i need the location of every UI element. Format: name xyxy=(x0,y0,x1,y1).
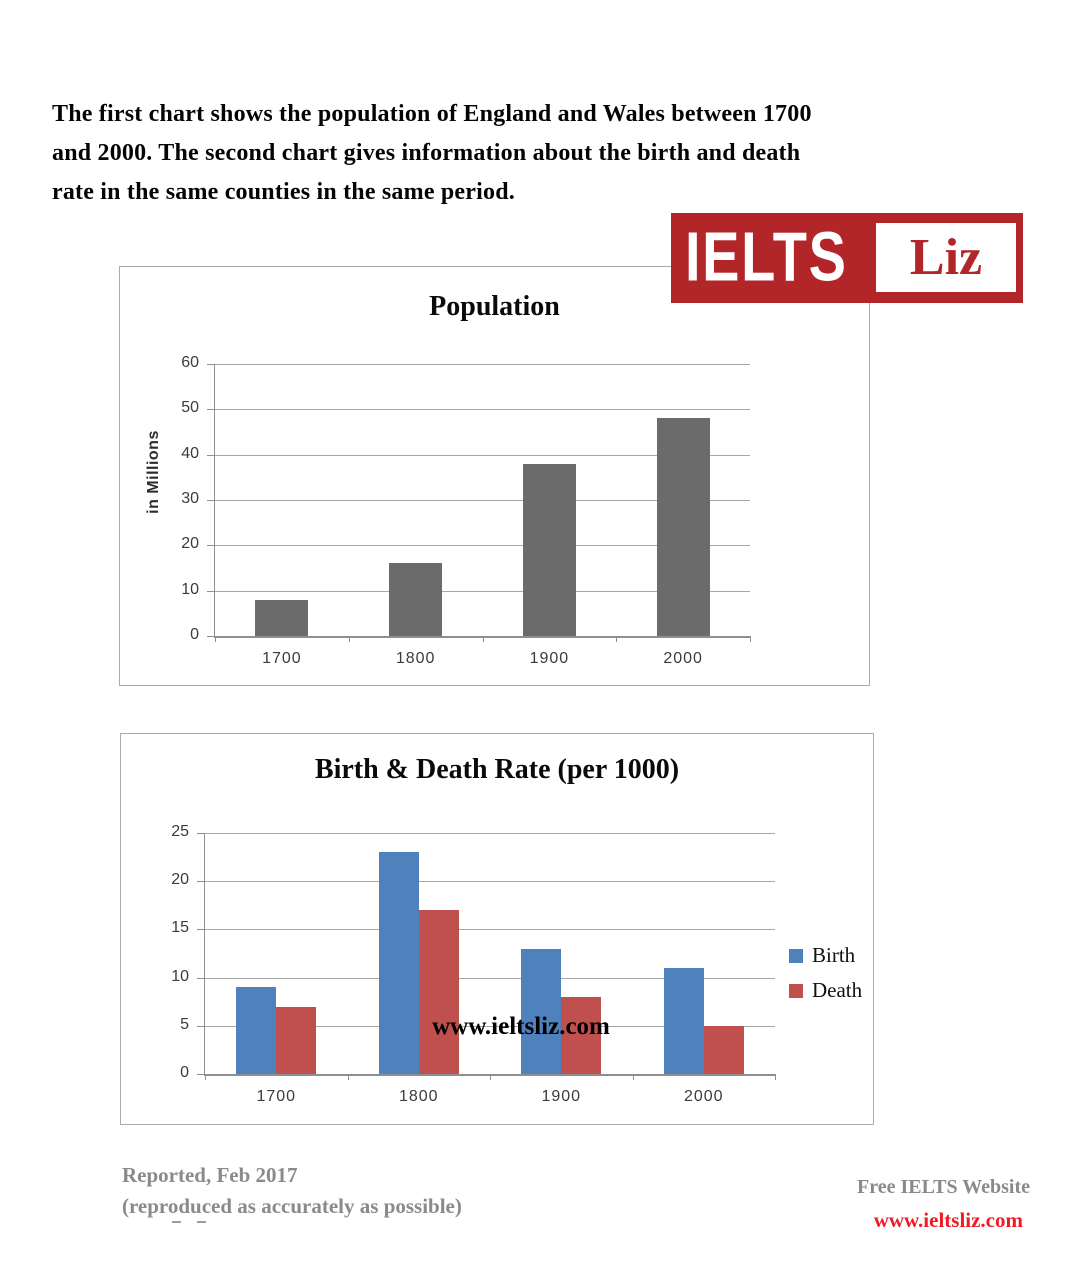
y-tick xyxy=(207,591,215,592)
legend-label: Birth xyxy=(812,943,856,967)
x-tick xyxy=(205,1074,206,1080)
x-tick xyxy=(775,1074,776,1080)
cropped-text-artifact xyxy=(172,1221,206,1223)
logo-liz-box xyxy=(876,223,1016,292)
y-tick-label: 15 xyxy=(171,919,189,937)
gridline xyxy=(215,409,750,410)
task-line-3: rate in the same counties in the same period. xyxy=(52,179,515,205)
x-tick-label: 2000 xyxy=(683,1088,724,1105)
footer-reported-date: Reported, Feb 2017 xyxy=(122,1163,298,1187)
x-tick-label: 2000 xyxy=(663,650,703,667)
x-tick-label: 1800 xyxy=(398,1088,439,1105)
y-tick xyxy=(197,881,205,882)
footer-reproduced-note: (reproduced as accurately as possible) xyxy=(122,1194,462,1218)
y-tick xyxy=(207,500,215,501)
y-tick xyxy=(207,455,215,456)
y-tick-label: 5 xyxy=(180,1015,189,1033)
footer-note xyxy=(122,1160,462,1222)
gridline xyxy=(205,881,775,882)
y-tick-label: 10 xyxy=(171,967,189,985)
legend-label: Death xyxy=(812,978,863,1002)
x-tick-label: 1900 xyxy=(541,1088,582,1105)
bar-population-1700 xyxy=(255,600,308,636)
x-tick-label: 1900 xyxy=(529,650,570,667)
y-tick-label: 25 xyxy=(171,823,189,840)
x-tick xyxy=(483,636,484,642)
ieltsliz-logo xyxy=(671,213,1023,303)
x-tick xyxy=(633,1074,634,1080)
y-tick xyxy=(197,929,205,930)
plot-area xyxy=(181,354,750,667)
y-tick-label: 40 xyxy=(181,444,199,462)
bar-birth-1700 xyxy=(236,987,276,1074)
gridline xyxy=(205,833,775,834)
y-tick-label: 20 xyxy=(171,871,189,889)
footer-site-url: www.ieltsliz.com xyxy=(873,1208,1023,1232)
bar-death-1700 xyxy=(276,1007,316,1074)
y-tick-label: 20 xyxy=(181,535,199,553)
gridline xyxy=(215,364,750,365)
legend-item-birth xyxy=(789,943,855,968)
y-tick xyxy=(207,409,215,410)
bar-birth-1800 xyxy=(379,852,419,1074)
bar-birth-2000 xyxy=(664,968,704,1074)
legend-swatch xyxy=(789,984,803,998)
gridline xyxy=(205,929,775,930)
chart-title-population: Population xyxy=(429,291,560,322)
legend-swatch xyxy=(789,949,803,963)
birth-death-chart xyxy=(120,733,874,1125)
footer-site-tagline: Free IELTS Website xyxy=(857,1176,1030,1198)
y-tick xyxy=(197,1026,205,1027)
x-tick xyxy=(750,636,751,642)
population-chart xyxy=(119,266,870,686)
x-tick-label: 1700 xyxy=(256,1088,297,1105)
task-description xyxy=(52,95,812,212)
x-tick xyxy=(349,636,350,642)
x-tick-label: 1800 xyxy=(395,650,436,667)
x-tick xyxy=(215,636,216,642)
y-tick xyxy=(197,1074,205,1075)
watermark-text: www.ieltsliz.com xyxy=(432,1013,610,1040)
y-tick-label: 0 xyxy=(180,1064,189,1081)
x-tick xyxy=(348,1074,349,1080)
y-tick xyxy=(207,636,215,637)
x-tick xyxy=(490,1074,491,1080)
y-tick-label: 30 xyxy=(181,490,199,507)
task-line-1: The first chart shows the population of England and Wales between 1700 xyxy=(52,101,812,127)
x-tick xyxy=(616,636,617,642)
y-tick-label: 50 xyxy=(181,399,199,417)
x-tick-label: 1700 xyxy=(262,650,302,667)
logo-ielts-text: IELTS xyxy=(685,217,848,296)
y-tick-label: 0 xyxy=(190,626,199,643)
chart-title-birth-death: Birth & Death Rate (per 1000) xyxy=(314,754,680,785)
y-tick-label: 60 xyxy=(181,354,199,371)
task-line-2: and 2000. The second chart gives information about the birth and death xyxy=(52,140,801,166)
y-tick xyxy=(197,833,205,834)
y-tick xyxy=(207,545,215,546)
bar-population-1800 xyxy=(389,563,442,636)
legend-item-death xyxy=(789,978,862,1003)
bar-population-1900 xyxy=(523,464,576,636)
bar-birth-1900 xyxy=(521,949,561,1074)
y-tick-label: 10 xyxy=(181,580,199,598)
bar-death-1800 xyxy=(419,910,459,1074)
bar-population-2000 xyxy=(657,418,710,636)
y-axis-title-text: in Millions xyxy=(145,430,162,514)
y-tick xyxy=(207,364,215,365)
logo-liz-text: Liz xyxy=(909,228,983,286)
y-tick xyxy=(197,978,205,979)
bar-death-2000 xyxy=(704,1026,744,1074)
